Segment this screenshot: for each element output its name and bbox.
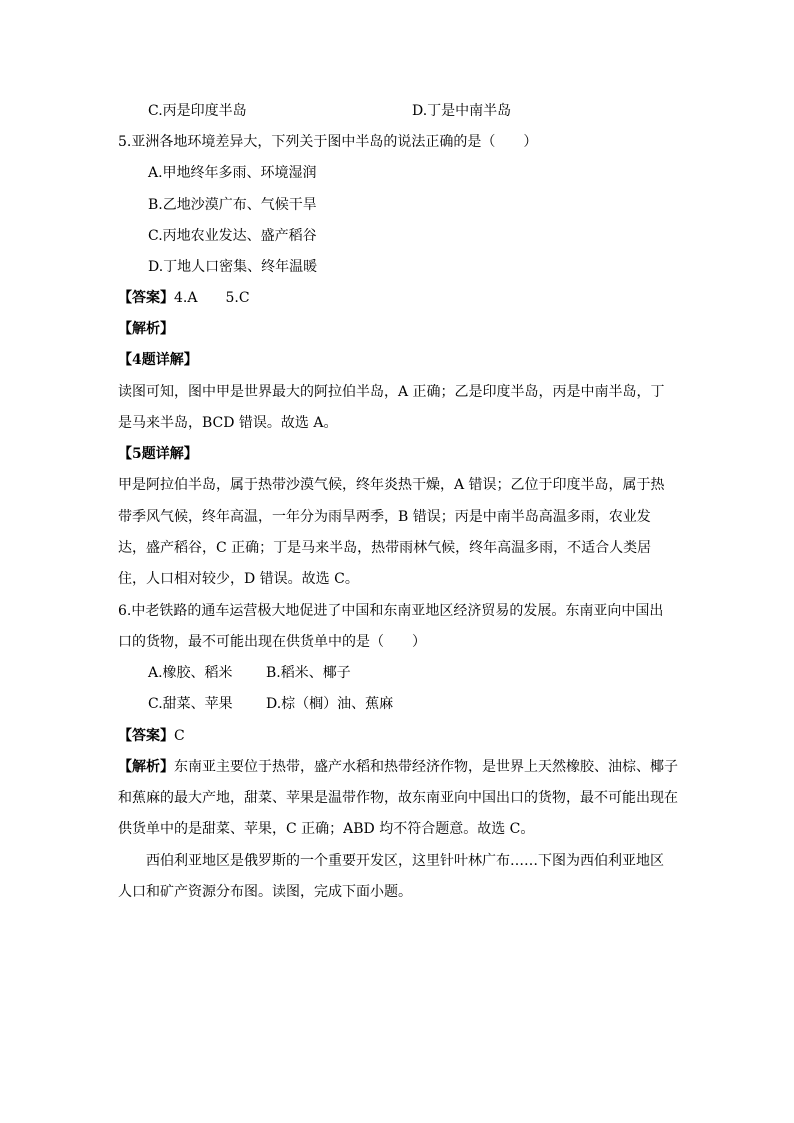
q6-option-c: C.甜菜、苹果 xyxy=(148,696,233,712)
answer-label: 【答案】 xyxy=(118,728,174,744)
q6-option-d: D.棕（榈）油、蕉麻 xyxy=(266,696,394,712)
q5-option-a: A.甲地终年多雨、环境湿润 xyxy=(148,165,317,181)
q4-detail-line: 读图可知，图中甲是世界最大的阿拉伯半岛，A 正确；乙是印度半岛，丙是中南半岛，丁 xyxy=(118,384,665,400)
q6-stem-line: 6.中老铁路的通车运营极大地促进了中国和东南亚地区经济贸易的发展。东南亚向中国出 xyxy=(118,603,664,619)
q4-option-c: C.丙是印度半岛 xyxy=(148,103,247,119)
analysis-label: 【解析】 xyxy=(118,759,174,775)
q5-detail-heading: 【5题详解】 xyxy=(118,446,198,462)
analysis-6-line-first xyxy=(118,757,678,777)
q4-detail-heading: 【4题详解】 xyxy=(118,352,198,368)
q5-detail-line: 住，人口相对较少，D 错误。故选 C。 xyxy=(118,571,359,587)
intro-line: 人口和矿产资源分布图。读图，完成下面小题。 xyxy=(118,884,412,900)
q5-option-c: C.丙地农业发达、盛产稻谷 xyxy=(148,228,317,244)
answer-45 xyxy=(118,288,250,308)
answer-label: 【答案】 xyxy=(118,290,174,306)
q5-option-b: B.乙地沙漠广布、气候干旱 xyxy=(148,197,317,213)
q6-option-b: B.稻米、椰子 xyxy=(266,665,351,681)
q4-detail-line: 是马来半岛，BCD 错误。故选 A。 xyxy=(118,415,338,431)
answer-value: 4.A 5.C xyxy=(174,290,250,306)
q4-option-d: D.丁是中南半岛 xyxy=(412,103,512,119)
analysis-label: 【解析】 xyxy=(118,321,174,337)
q6-option-a: A.橡胶、稻米 xyxy=(148,665,233,681)
intro-line: 西伯利亚地区是俄罗斯的一个重要开发区，这里针叶林广布……下图为西伯利亚地区 xyxy=(146,853,664,869)
analysis-6-line: 和蕉麻的最大产地，甜菜、苹果是温带作物，故东南亚向中国出口的货物，最不可能出现在 xyxy=(118,790,678,806)
analysis-6-line: 供货单中的是甜菜、苹果，C 正确；ABD 均不符合题意。故选 C。 xyxy=(118,821,535,837)
q5-detail-line: 达，盛产稻谷，C 正确；丁是马来半岛，热带雨林气候，终年高温多雨，不适合人类居 xyxy=(118,540,652,556)
q5-option-d: D.丁地人口密集、终年温暖 xyxy=(148,259,318,275)
analysis-text: 东南亚主要位于热带，盛产水稻和热带经济作物，是世界上天然橡胶、油棕、椰子 xyxy=(174,759,678,775)
answer-value: C xyxy=(174,728,185,744)
q5-detail-line: 带季风气候，终年高温，一年分为雨旱两季，B 错误；丙是中南半岛高温多雨，农业发 xyxy=(118,509,651,525)
q5-stem: 5.亚洲各地环境差异大，下列关于图中半岛的说法正确的是（ ） xyxy=(118,134,538,150)
answer-6 xyxy=(118,726,185,746)
q5-detail-line: 甲是阿拉伯半岛，属于热带沙漠气候，终年炎热干燥，A 错误；乙位于印度半岛，属于热 xyxy=(118,477,665,493)
q6-stem-line: 口的货物，最不可能出现在供货单中的是（ ） xyxy=(118,634,426,650)
